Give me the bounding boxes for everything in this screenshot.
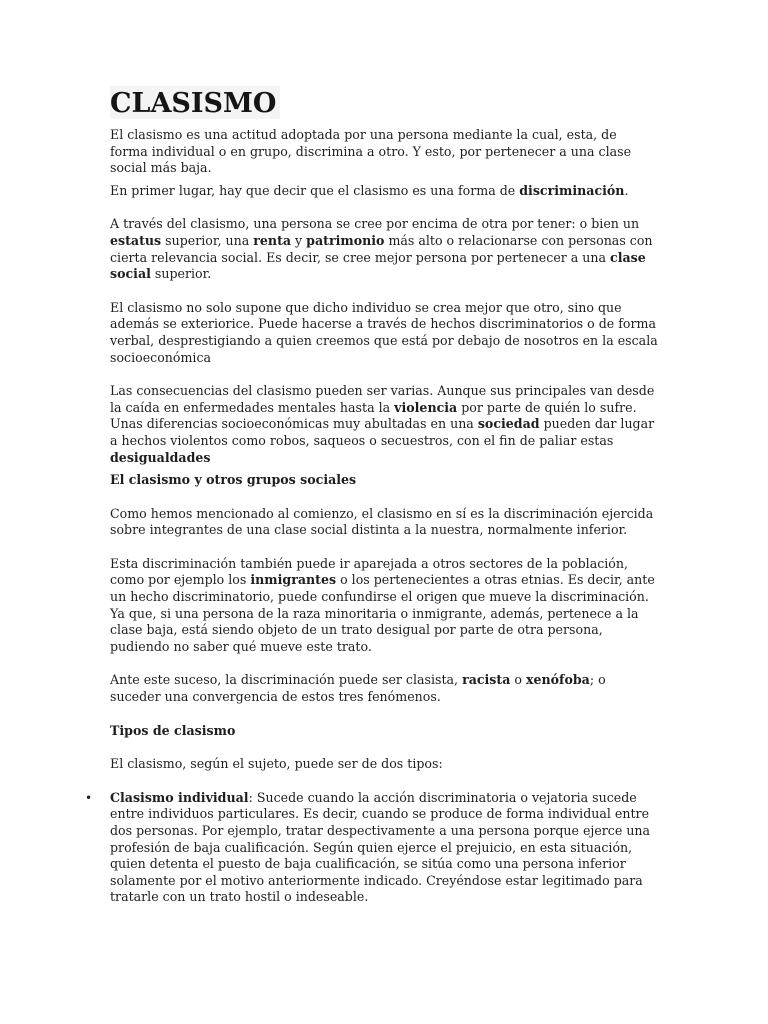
consequences-paragraph: Las consecuencias del clasismo pueden ser varias. Aunque sus principales van desde la caída en enfermedades mentales hasta la violencia por parte de quién lo sufre. Unas diferencias socioeconómicas muy abultadas en una sociedad pueden dar lugar a hechos violentos como robos, saqueos o secuestros, con el fin de paliar estas desigualdades bbox=[110, 383, 655, 465]
intro-paragraph: El clasismo es una actitud adoptada por una persona mediante la cual, esta, de forma individual o en grupo, discrimina a otro. Y esto, por pertenecer a una clase social más baja. bbox=[110, 127, 632, 176]
page-title: CLASISMO bbox=[110, 86, 280, 119]
immigrants-paragraph: Esta discriminación también puede ir aparejada a otros sectores de la población, como por ejemplo los inmigrantes o los pertenecientes a otras etnias. Es decir, ante un hecho discriminatorio, puede confundirse el origen que mueve la discriminación. Ya que, si una persona de la raza minoritaria o inmigrante, además, pertenece a la clase baja, está siendo objeto de un trato desigual por parte de otra persona, pudiendo no saber qué mueve este trato. bbox=[110, 555, 655, 654]
definition-paragraph: Como hemos mencionado al comienzo, el clasismo en sí es la discriminación ejercida sobre integrantes de una clase social distinta a la nuestra, normalmente inferior. bbox=[110, 505, 654, 538]
individual-classism-paragraph: Clasismo individual: Sucede cuando la acción discriminatoria o vejatoria sucede entre individuos particulares. Es decir, cuando se produce de forma individual entre dos personas. Por ejemplo, tratar despectivamente a una persona porque ejerce una profesión de baja cualificación. Según quien ejerce el prejuicio, en esta situación, quien detenta el puesto de baja cualificación, se sitúa como una persona inferior solamente por el motivo anteriormente indicado. Creyéndose estar legitimado para tratarle con un trato hostil o indeseable. bbox=[110, 789, 651, 905]
section-heading-other-groups: El clasismo y otros grupos sociales bbox=[110, 472, 357, 488]
types-intro-paragraph: El clasismo, según el sujeto, puede ser de dos tipos: bbox=[110, 756, 443, 772]
section-heading-types: Tipos de clasismo bbox=[110, 722, 236, 738]
status-paragraph: A través del clasismo, una persona se cree por encima de otra por tener: o bien un estatus superior, una renta y patrimonio más alto o relacionarse con personas con cierta relevancia social. Es decir, se cree mejor persona por pertenecer a una clase social superior. bbox=[110, 216, 653, 282]
list-item bbox=[85, 789, 658, 906]
discrimination-paragraph: En primer lugar, hay que decir que el clasismo es una forma de discriminación. bbox=[110, 182, 629, 198]
bullet-marker: • bbox=[85, 790, 93, 805]
exteriorize-paragraph: El clasismo no solo supone que dicho individuo se crea mejor que otro, sino que además se exteriorice. Puede hacerse a través de hechos discriminatorios o de forma verbal, desprestigiando a quien creemos que está por debajo de nosotros en la escala socioeconómica bbox=[110, 299, 658, 365]
phenomena-paragraph: Ante este suceso, la discriminación puede ser clasista, racista o xenófoba; o suceder una convergencia de estos tres fenómenos. bbox=[110, 672, 606, 705]
document-body bbox=[85, 86, 658, 906]
